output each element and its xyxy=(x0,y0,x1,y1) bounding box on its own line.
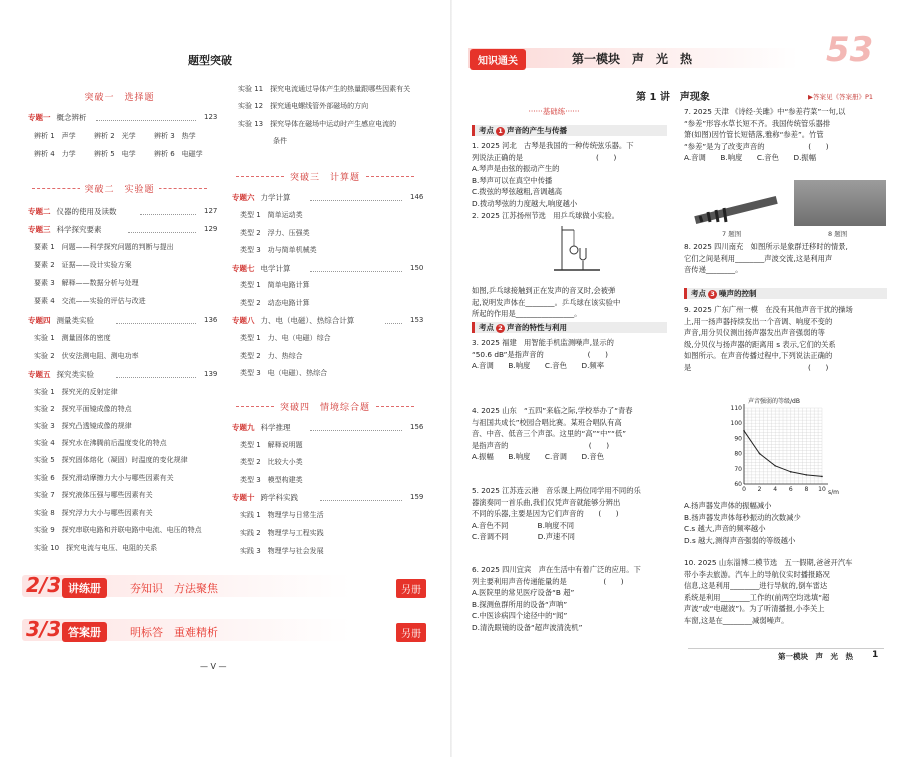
question-10: 10. 2025 山东淄博二模节选 五一假期,爸爸开汽车 带小李去旅游。汽车上的导航仪实时播报路况 信息,这是利用________进行导航的,倒车雷达 系统是利用________工作的(前两空均选填“超 声波”或“电磁波”)。为了听清播报,小李关上 车窗,这是在________减弱噪声。 xyxy=(684,558,853,625)
y-tick-label: 110 xyxy=(730,405,742,412)
banner-answers xyxy=(22,619,432,641)
toc-entry-zt2[interactable]: 专题二 仪器的使用及读数 xyxy=(28,207,117,216)
banner-number: 2/3 xyxy=(26,573,62,597)
x-tick-label: 0 xyxy=(742,486,746,493)
tj-8[interactable]: 实验 8 探究浮力大小与哪些因素有关 xyxy=(34,509,153,517)
module-title: 第一模块 声 光 热 xyxy=(572,52,693,66)
question-3: 3. 2025 福建 用智能手机监测噪声,显示的 “50.6 dB”是指声音的 ( ) A.音调 B.响度 C.音色 D.频率 xyxy=(472,338,614,370)
lx7-2[interactable]: 类型 2 动态电路计算 xyxy=(240,299,310,307)
header-tag: 知识通关 xyxy=(470,49,526,70)
tj-12[interactable]: 实验 12 探究通电螺线管外部磁场的方向 xyxy=(238,102,369,110)
dots xyxy=(310,200,402,201)
x-tick-label: 4 xyxy=(773,486,778,493)
y-tick-label: 70 xyxy=(734,465,742,473)
bx-4[interactable]: 辨析 4 力学 xyxy=(34,150,76,158)
sj-1[interactable]: 实践 1 物理学与日常生活 xyxy=(240,511,324,519)
dots xyxy=(385,323,402,324)
lx9-3[interactable]: 类型 3 模型构建类 xyxy=(240,476,303,484)
bx-2[interactable]: 辨析 2 光学 xyxy=(94,132,136,140)
dots xyxy=(140,214,196,215)
page-num: 153 xyxy=(410,316,424,324)
kd-2: 考点 2 声音的特性与利用 xyxy=(472,322,667,333)
question-6: 6. 2025 四川宜宾 声在生活中有着广泛的应用。下 列主要利用声音传递能量的是 ( ) A.医院里的常见医疗设备“B 超” B.探测鱼群所用的设备“声呐” C.中医诊病四个途径中的“闻” D.清洗眼镜的设备“超声波清洗机” xyxy=(472,565,641,632)
dots xyxy=(128,232,196,233)
section-head-1: 突破一 选择题 xyxy=(32,90,207,103)
sj-3[interactable]: 实践 3 物理学与社会发展 xyxy=(240,547,324,555)
lx6-1[interactable]: 类型 1 简单运动类 xyxy=(240,211,303,219)
tj-9[interactable]: 实验 9 探究串联电路和并联电路中电流、电压的特点 xyxy=(34,526,202,534)
page-num: 159 xyxy=(410,493,424,501)
question-9: 9. 2025 广东广州一模 在没有其他声音干扰的操场 上,用一扬声器持续发出一个音调、响度不变的 声音,用分贝仪测出扬声器发出声音强弱的等 级,分贝仪与扬声器的距离用 s 表示,它们的关系 如图所示。在声音传播过程中,下列说法正确的 是 ( ) xyxy=(684,305,853,372)
tj-13[interactable]: 实验 13 探究导体在磁场中运动时产生感应电流的 xyxy=(238,120,397,128)
cl-1[interactable]: 实验 1 测量固体的密度 xyxy=(34,334,111,342)
question-7: 7. 2025 天津 《诗经·关雎》中“参差荇菜”一句,以 “参差”形容水草长短不齐。我国传统管乐器排 箫(如图)因竹管长短错落,雅称“参差”。竹管 “参差”是为了改变声音的 ( ) A.音调 B.响度 C.音色 D.振幅 xyxy=(684,107,846,162)
question-8: 8. 2025 四川南充 如图所示是象群迁移时的情景, 它们之间是利用________声波交流,这是利用声 音传递________。 xyxy=(684,242,848,274)
panpipe-figure xyxy=(690,182,782,226)
dots xyxy=(320,500,402,501)
x-tick-label: 10 xyxy=(818,486,826,493)
question-1: 1. 2025 河北 古琴是我国的一种传统弦乐器。下 列说法正确的是 ( ) A.琴声是由弦的振动产生的 B.琴声可以在真空中传播 C.拨弦的琴弦越粗,音调越高 D.拨动琴弦的力度越大,响度越小 xyxy=(472,141,634,208)
tj-10[interactable]: 实验 10 探究电流与电压、电阻的关系 xyxy=(34,544,158,552)
section-head-3: 突破三 计算题 xyxy=(236,170,414,183)
tuning-fork-figure xyxy=(552,224,602,274)
toc-entry-zt5[interactable]: 专题五 探究类实验 xyxy=(28,370,94,379)
y-tick-label: 100 xyxy=(730,420,742,428)
page-num: 156 xyxy=(410,423,424,431)
tj-3[interactable]: 实验 3 探究凸透镜成像的规律 xyxy=(34,422,132,430)
page-number: — V — xyxy=(200,662,227,671)
footer-text: 第一模块 声 光 热 xyxy=(778,652,853,661)
sound-level-chart xyxy=(722,394,846,498)
sj-2[interactable]: 实践 2 物理学与工程实践 xyxy=(240,529,324,537)
tj-4[interactable]: 实验 4 探究水在沸腾前后温度变化的特点 xyxy=(34,439,167,447)
question-9-options: A.扬声器发声体的振幅减小 B.扬声器发声体每秒振动的次数减少 C.s 越大,声音的频率越小 D.s 越大,测得声音强弱的等级越小 xyxy=(684,501,801,545)
fig8-caption: 8 题图 xyxy=(828,230,848,238)
bx-1[interactable]: 辨析 1 声学 xyxy=(34,132,76,140)
toc-entry-zt1[interactable]: 专题一 概念辨析 xyxy=(28,113,87,122)
toc-entry-zt9[interactable]: 专题九 科学推理 xyxy=(232,423,291,432)
logo-53: 53 xyxy=(826,30,874,70)
section-head-2: 突破二 实验题 xyxy=(32,182,207,195)
footer-rule xyxy=(688,648,884,649)
banner-label: 讲练册 xyxy=(62,578,107,598)
y-tick-label: 90 xyxy=(734,435,742,443)
fig7-caption: 7 题图 xyxy=(722,230,742,238)
tj-2[interactable]: 实验 2 探究平面镜成像的特点 xyxy=(34,405,132,413)
section-head-4: 突破四 情境综合题 xyxy=(236,400,414,413)
lx9-1[interactable]: 类型 1 解释说明题 xyxy=(240,441,303,449)
lx9-2[interactable]: 类型 2 比较大小类 xyxy=(240,458,303,466)
page-num: 150 xyxy=(410,264,424,272)
toc-entry-zt10[interactable]: 专题十 跨学科实践 xyxy=(232,493,298,502)
banner-text: 明标答 重难精析 xyxy=(130,626,218,639)
tj-13b: 条件 xyxy=(238,137,287,145)
lx8-3[interactable]: 类型 3 电（电磁）、热综合 xyxy=(240,369,328,377)
bx-6[interactable]: 辨析 6 电磁学 xyxy=(154,150,203,158)
dots xyxy=(310,271,402,272)
answer-ref[interactable]: ▶答案见《答案册》P1 xyxy=(808,93,874,101)
page-num: 127 xyxy=(204,207,218,215)
tj-6[interactable]: 实验 6 探究滑动摩擦力大小与哪些因素有关 xyxy=(34,474,174,482)
bx-5[interactable]: 辨析 5 电学 xyxy=(94,150,136,158)
toc-title: 题型突破 xyxy=(188,54,232,67)
lx6-2[interactable]: 类型 2 浮力、压强类 xyxy=(240,229,310,237)
ys-2[interactable]: 要素 2 证据——设计实验方案 xyxy=(34,261,132,269)
page-num: 129 xyxy=(204,225,218,233)
lx6-3[interactable]: 类型 3 功与简单机械类 xyxy=(240,246,317,254)
page-num: 146 xyxy=(410,193,424,201)
toc-entry-zt4[interactable]: 专题四 测量类实验 xyxy=(28,316,94,325)
bx-3[interactable]: 辨析 3 热学 xyxy=(154,132,196,140)
page-number: 1 xyxy=(872,650,879,660)
question-5: 5. 2025 江苏连云港 音乐课上两位同学用不同的乐 器演奏同一首乐曲,我们仅凭声音就能够分辨出 不同的乐器,主要是因为它们声音的 ( ) A.音色不同 B.响度不同 C.音调不同 D.声速不同 xyxy=(472,486,641,541)
question-2b: 如图,乒乓球接触到正在发声的音叉时,会被弹 起,说明发声体在________。乒乓球在该实验中 所起的作用是________________。 xyxy=(472,286,621,318)
lx8-2[interactable]: 类型 2 力、热综合 xyxy=(240,352,303,360)
page-num: 136 xyxy=(204,316,218,324)
dots xyxy=(116,377,196,378)
jichu-head: ······基础练······ xyxy=(528,107,580,116)
cl-2[interactable]: 实验 2 伏安法测电阻、测电功率 xyxy=(34,352,139,360)
question-4: 4. 2025 山东 “五四”来临之际,学校举办了“青春 与祖国共成长”校园合唱比赛。某班合唱队有高 音、中音、低音三个声部。这里的“高”“中”“低” 是指声音的 ( ) A.振幅 B.响度 C.音调 D.音色 xyxy=(472,406,633,461)
kd-1: 考点 1 声音的产生与传播 xyxy=(472,125,667,136)
banner-end: 另册 xyxy=(396,623,426,642)
banner-end: 另册 xyxy=(396,579,426,598)
chart-ylabel: 声音强弱的等级/dB xyxy=(748,398,800,405)
ys-3[interactable]: 要素 3 解释——数据分析与处理 xyxy=(34,279,139,287)
ys-4[interactable]: 要素 4 交流——实验的评估与改进 xyxy=(34,297,146,305)
right-page xyxy=(452,0,904,757)
toc-entry-zt6[interactable]: 专题六 力学计算 xyxy=(232,193,291,202)
toc-entry-zt3[interactable]: 专题三 科学探究要素 xyxy=(28,225,102,234)
dots xyxy=(96,120,196,121)
banner-number: 3/3 xyxy=(26,617,62,641)
banner-label: 答案册 xyxy=(62,622,107,642)
ys-1[interactable]: 要素 1 问题——科学探究问题的判断与提出 xyxy=(34,243,174,251)
dots xyxy=(310,430,402,431)
tj-7[interactable]: 实验 7 探究液体压强与哪些因素有关 xyxy=(34,491,153,499)
elephant-photo xyxy=(794,180,886,226)
x-tick-label: 6 xyxy=(788,486,793,493)
tj-5[interactable]: 实验 5 探究固体熔化（凝固）时温度的变化规律 xyxy=(34,456,188,464)
banner-text: 夯知识 方法聚焦 xyxy=(130,582,218,595)
toc-entry-zt8[interactable]: 专题八 力、电（电磁）、热综合计算 xyxy=(232,316,355,325)
lx8-1[interactable]: 类型 1 力、电（电磁）综合 xyxy=(240,334,331,342)
page-num: 123 xyxy=(204,113,218,121)
y-tick-label: 80 xyxy=(734,450,742,458)
question-2: 2. 2025 江苏扬州节选 用乒乓球做小实验。 xyxy=(472,211,619,220)
lx7-1[interactable]: 类型 1 简单电路计算 xyxy=(240,281,310,289)
chart-xlabel: s/m xyxy=(828,489,839,496)
tj-11[interactable]: 实验 11 探究电流通过导体产生的热量跟哪些因素有关 xyxy=(238,85,411,93)
kd-3: 考点 3 噪声的控制 xyxy=(684,288,887,299)
x-tick-label: 8 xyxy=(804,486,809,493)
tj-1[interactable]: 实验 1 探究光的反射定律 xyxy=(34,388,118,396)
x-tick-label: 2 xyxy=(757,486,762,493)
page-num: 139 xyxy=(204,370,218,378)
toc-entry-zt7[interactable]: 专题七 电学计算 xyxy=(232,264,291,273)
lecture-title: 第 1 讲 声现象 xyxy=(636,92,710,103)
y-tick-label: 60 xyxy=(734,481,742,488)
banner-practice xyxy=(22,575,432,597)
dots xyxy=(116,323,196,324)
